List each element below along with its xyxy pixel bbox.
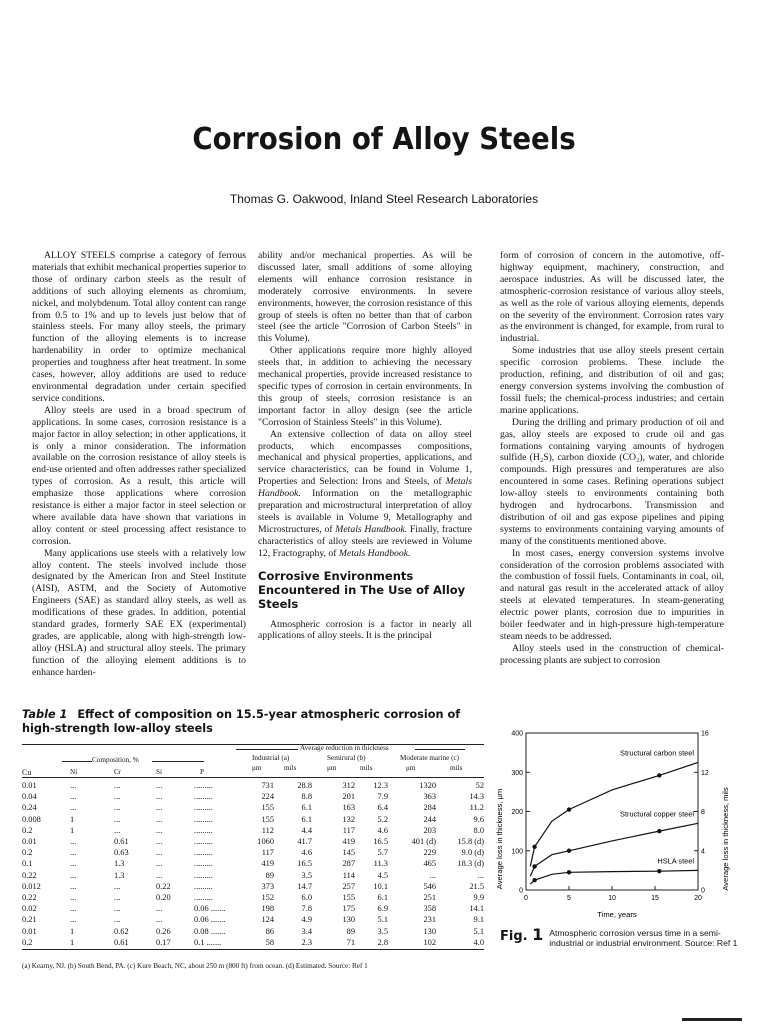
table-cell: ... xyxy=(477,870,484,880)
table-cell: 117 xyxy=(261,848,274,858)
header-cu: Cu xyxy=(22,768,32,777)
table-cell: 358 xyxy=(423,904,436,914)
table-cell: 175 xyxy=(342,904,355,914)
table-cell: 0.06 ....... xyxy=(194,904,226,914)
table-cell: 224 xyxy=(261,792,274,802)
table-cell: ... xyxy=(114,781,121,790)
header-si: Si xyxy=(156,768,162,776)
table-cell: 1.3 xyxy=(114,859,125,869)
table-row xyxy=(22,893,484,903)
table-cell: ... xyxy=(156,781,163,790)
text-run: Information on the metallographic preparation and microstructural interpretation of alloy steels is available in Volume 9, Metallography and Microstructures, of xyxy=(258,488,472,535)
header-rule xyxy=(152,761,204,762)
table-cell: ... xyxy=(156,814,163,824)
table-cell: 21.5 xyxy=(469,881,484,891)
table-cell: ... xyxy=(156,870,163,880)
table-cell: 546 xyxy=(423,881,436,891)
table-cell: 0.61 xyxy=(114,937,129,947)
table-top-rule xyxy=(22,744,484,745)
table-cell: 4.6 xyxy=(301,848,312,858)
table-cell: 4.5 xyxy=(377,870,388,880)
paragraph xyxy=(258,429,472,560)
table-cell: ... xyxy=(70,893,77,902)
table-cell: 203 xyxy=(423,825,436,835)
table-cell: ... xyxy=(156,837,163,846)
table-cell: 86 xyxy=(265,926,274,936)
table-cell: 1 xyxy=(70,825,75,835)
table-cell: 0.06 ....... xyxy=(194,915,226,925)
figure-caption xyxy=(500,925,740,948)
table-cell: 284 xyxy=(423,803,436,813)
table-cell: ... xyxy=(114,904,121,914)
table-row xyxy=(22,815,484,825)
table-cell: 3.5 xyxy=(301,870,312,880)
table-cell: 6.1 xyxy=(301,814,312,824)
header-um: μm xyxy=(327,764,337,772)
table-cell: 9.1 xyxy=(473,915,484,925)
x-tick-label: 10 xyxy=(608,895,616,902)
series-line xyxy=(530,823,698,876)
x-tick-label: 15 xyxy=(651,895,659,902)
series-line xyxy=(530,870,698,884)
y2-tick-label: 16 xyxy=(701,730,709,738)
table-cell: 1.3 xyxy=(114,870,125,880)
page-corner-rule xyxy=(682,1018,742,1021)
table-cell: 89 xyxy=(346,926,355,936)
corrosion-chart xyxy=(490,725,738,935)
table-cell: 0.01 xyxy=(22,781,37,790)
table-row xyxy=(22,848,484,858)
table-cell: 231 xyxy=(423,915,436,925)
table-cell: ... xyxy=(156,848,163,858)
table-cell: ......... xyxy=(194,837,213,846)
table-cell: 198 xyxy=(261,904,274,914)
table-cell: 11.3 xyxy=(373,859,388,869)
data-point xyxy=(657,869,661,873)
table-cell: 0.08 ....... xyxy=(194,926,226,936)
table-cell: 0.22 xyxy=(156,881,171,891)
table-cell: 419 xyxy=(342,837,355,846)
table-cell: ... xyxy=(70,870,77,880)
paragraph: form of corrosion of concern in the automotive, off-highway equipment, machinery, construction, and aerospace industries. As will be discussed later, the atmospheric-corrosion resistance of various alloy steels, as well as the role of various alloying elements, depends on the severity of the environment. Corrosion rates vary as the environment is changed, for example, from rural to industrial. xyxy=(500,250,724,345)
data-point xyxy=(567,807,571,811)
data-point xyxy=(657,829,661,833)
table-cell: 0.02 xyxy=(22,904,37,914)
table-row xyxy=(22,882,484,892)
table-cell: 5.2 xyxy=(377,814,388,824)
y-tick-label: 200 xyxy=(511,809,523,816)
table-cell: 71 xyxy=(346,937,355,947)
x-tick-label: 20 xyxy=(694,895,702,902)
table-cell: 14.1 xyxy=(469,904,484,914)
table-cell: 5.7 xyxy=(377,848,388,858)
table-cell: 9.9 xyxy=(473,893,484,902)
table-row xyxy=(22,938,484,948)
table-row xyxy=(22,859,484,869)
table-cell: ......... xyxy=(194,870,213,880)
table-bottom-rule xyxy=(22,949,484,950)
header-marine: Moderate marine (c) xyxy=(400,754,460,762)
table-cell: 132 xyxy=(342,814,355,824)
text-run: An extensive collection of data on alloy steel products, which encompasses compositions, mechanical and physical properties, applications, and service characteristics, can be found in Volume 1, Properties and Selection: Irons and Steels, of xyxy=(258,428,472,488)
table-row xyxy=(22,871,484,881)
table-cell: 9.6 xyxy=(473,814,484,824)
table-cell: 4.0 xyxy=(473,937,484,947)
article-byline: Thomas G. Oakwood, Inland Steel Research Laboratories xyxy=(229,192,539,206)
table-cell: 14.7 xyxy=(297,881,312,891)
table-cell: ......... xyxy=(194,881,213,891)
table-cell: 1 xyxy=(70,926,75,936)
table-cell: 2.3 xyxy=(301,937,312,947)
section-heading: Corrosive Environments Encountered in The Use of Alloy Steels xyxy=(258,568,466,611)
paragraph: Atmospheric corrosion is a factor in nearly all applications of alloy steels. It is the principal xyxy=(258,618,472,642)
table-cell: 6.9 xyxy=(377,904,388,914)
table-cell: 155 xyxy=(342,893,355,902)
table-cell: 58 xyxy=(265,937,274,947)
y2-tick-label: 4 xyxy=(701,848,705,856)
table-cell: ... xyxy=(156,904,163,914)
table-cell: 201 xyxy=(342,792,355,802)
data-point xyxy=(532,845,536,849)
table-cell: 102 xyxy=(423,937,436,947)
data-point xyxy=(532,878,536,882)
table-cell: 312 xyxy=(342,781,355,790)
table-cell: ... xyxy=(70,859,77,869)
body-column-1 xyxy=(32,250,246,679)
table-cell: 0.21 xyxy=(22,915,37,925)
table-cell: ... xyxy=(114,792,121,802)
article-title: Corrosion of Alloy Steels xyxy=(192,122,576,157)
table-cell: 41.7 xyxy=(297,837,312,846)
table-cell: ... xyxy=(70,837,77,846)
table-cell: 0.012 xyxy=(22,881,41,891)
table-cell: ... xyxy=(70,803,77,813)
table-cell: ......... xyxy=(194,825,213,835)
table-cell: 6.1 xyxy=(301,803,312,813)
table-cell: ... xyxy=(114,825,121,835)
table-cell: 8.0 xyxy=(473,825,484,835)
table-cell: 244 xyxy=(423,814,436,824)
table-cell: 3.4 xyxy=(301,926,312,936)
table-cell: ... xyxy=(156,859,163,869)
table-cell: 0.61 xyxy=(114,837,129,846)
table-cell: 419 xyxy=(261,859,274,869)
table-caption xyxy=(22,708,472,736)
table-cell: 112 xyxy=(261,825,274,835)
paragraph: In most cases, energy conversion systems involve consideration of the corrosion problems associated with the combustion of fossil fuels. Contaminants in coal, oil, and natural gas result in the accelerated attack of alloy steels at elevated temperatures. In steam-generating electric power plants, corrosion due to impurities in boiler feedwater and in high-pressure high-temperature steam needs to be addressed. xyxy=(500,547,724,642)
table-cell: 0.04 xyxy=(22,792,37,802)
series-label: HSLA steel xyxy=(657,856,694,866)
series-label: Structural copper steel xyxy=(620,809,694,819)
table-cell: ... xyxy=(114,814,121,824)
table-cell: ... xyxy=(70,848,77,858)
table-cell: 2.8 xyxy=(377,937,388,947)
table-cell: 14.3 xyxy=(469,792,484,802)
y-tick-label: 0 xyxy=(519,887,523,895)
table-cell: 0.1 xyxy=(22,859,33,869)
table-cell: 4.6 xyxy=(377,825,388,835)
table-cell: ......... xyxy=(194,859,213,869)
table-cell: 130 xyxy=(423,926,436,936)
table-row xyxy=(22,781,484,791)
table-cell: 1320 xyxy=(419,781,436,790)
table-cell: ......... xyxy=(194,814,213,824)
table-row xyxy=(22,915,484,925)
data-point xyxy=(567,849,571,853)
table-cell: 130 xyxy=(342,915,355,925)
header-mils: mils xyxy=(450,764,463,772)
header-um: μm xyxy=(406,764,416,772)
table-cell: ... xyxy=(70,915,77,925)
table-cell: 155 xyxy=(261,814,274,824)
table-footnote: (a) Kearny, NJ. (b) South Bend, PA. (c) Kure Beach, NC, about 250 m (800 ft) from ocean. (d) Estimated. Source: Ref 1 xyxy=(22,962,368,970)
table-cell: ... xyxy=(114,915,121,925)
header-industrial: Industrial (a) xyxy=(252,754,290,762)
paragraph: Alloy steels are used in a broad spectrum of applications. In some cases, corrosion resistance is a major factor in alloy selection; in other applications, it is only a minor consideration. The information available on the corrosion resistance of alloy steels is end-use oriented and often addresses rather specialized types of corrosion. As a result, this article will emphasize those applications where corrosion resistance is either a major factor in steel selection or where available data have shown that variations in alloy content or steel processing affect resistance to corrosion. xyxy=(32,404,246,547)
table-cell: 0.01 xyxy=(22,926,37,936)
table-cell: ... xyxy=(156,792,163,802)
y-tick-label: 100 xyxy=(511,848,523,856)
table-cell: 117 xyxy=(342,825,355,835)
table-cell: 0.22 xyxy=(22,870,37,880)
table-cell: ... xyxy=(70,881,77,891)
figure-caption-text: Atmospheric corrosion versus time in a semi-industrial or industrial environment. Source: Ref 1 xyxy=(549,928,738,948)
table-cell: 5.1 xyxy=(377,915,388,925)
book-reference: Metals Handbook. xyxy=(335,523,408,535)
data-point xyxy=(657,773,661,777)
table-cell: ... xyxy=(156,803,163,813)
chart-ylabel-left: Average loss in thickness, μm xyxy=(495,788,504,890)
table-cell: ......... xyxy=(194,893,213,902)
table-cell: 155 xyxy=(261,803,274,813)
table-cell: 10.1 xyxy=(373,881,388,891)
table-cell: 257 xyxy=(342,881,355,891)
table-cell: ... xyxy=(114,803,121,813)
table-cell: 52 xyxy=(475,781,484,790)
table-cell: ... xyxy=(156,915,163,925)
table-cell: 0.22 xyxy=(22,893,37,902)
paragraph: ALLOY STEELS comprise a category of ferrous materials that exhibit mechanical properties superior to those of ordinary carbon steels as the result of additions of such alloying elements as chromium, nickel, and molybdenum. Total alloy content can range from 0.5 to 1% and up to levels just below that of stainless steels. For many alloy steels, the primary function of the alloying elements is to increase hardenability in order to optimize mechanical properties and toughness after heat treatment. In some cases, however, alloy additions are used to reduce environmental degradation under certain specified service conditions. xyxy=(32,250,246,404)
y2-tick-label: 8 xyxy=(701,809,705,816)
table-cell: 152 xyxy=(261,893,274,902)
paragraph: Many applications use steels with a relatively low alloy content. The steels involved include those designated by the American Iron and Steel Institute (AISI), ASTM, and the Society of Automotive Engineers (SAE) as standard alloy steels, as well as modifications of these grades. In addition, potential standard grades, formerly SAE EX (experimental) grades, are applicable, along with high-strength low-alloy (HSLA) and structural alloy steels. The primary function of the alloying element additions is to enhance harden- xyxy=(32,547,246,678)
table-cell: 363 xyxy=(423,792,436,802)
paragraph: ability and/or mechanical properties. As will be discussed later, small additions of some alloying elements will enhance corrosion resistance in moderately corrosive environments. In severe environments, however, the corrosion resistance of this group of steels is often no better than that of carbon steel (see the article "Corrosion of Carbon Steels" in this Volume). xyxy=(258,250,472,345)
table-row xyxy=(22,803,484,813)
header-rule xyxy=(415,749,465,750)
table-cell: 5.1 xyxy=(473,926,484,936)
table-cell: 287 xyxy=(342,859,355,869)
table-cell: 6.4 xyxy=(377,803,388,813)
table-row xyxy=(22,904,484,914)
body-column-3 xyxy=(500,250,724,667)
table-cell: 28.8 xyxy=(297,781,312,790)
y-tick-label: 400 xyxy=(511,730,523,738)
x-tick-label: 0 xyxy=(524,895,528,902)
header-mils: mils xyxy=(284,764,297,772)
y2-tick-label: 12 xyxy=(701,769,709,777)
table-cell: 251 xyxy=(423,893,436,902)
table-cell: 15.8 (d) xyxy=(457,837,484,846)
table-cell: ... xyxy=(70,904,77,914)
figure-label-text: Fig. xyxy=(500,929,528,944)
header-bottom-rule xyxy=(22,777,484,778)
table-cell: 0.62 xyxy=(114,926,129,936)
table-cell: 6.1 xyxy=(377,893,388,902)
series-label: Structural carbon steel xyxy=(620,748,694,758)
y-tick-label: 300 xyxy=(511,769,523,777)
table-cell: 1 xyxy=(70,937,75,947)
table-cell: 8.8 xyxy=(301,792,312,802)
table-cell: 0.2 xyxy=(22,848,33,858)
table-cell: 4.9 xyxy=(301,915,312,925)
paragraph: Some industries that use alloy steels present certain specific corrosion problems. These include the production, refining, and distribution of oil and gas; energy conversion systems involving the combustion of fossil fuels; the chemical-process industries; and certain marine applications. xyxy=(500,345,724,416)
table-cell: 3.5 xyxy=(377,926,388,936)
table-cell: ... xyxy=(429,870,436,880)
table-cell: 0.01 xyxy=(22,837,37,846)
table-cell: 0.26 xyxy=(156,926,171,936)
table-cell: 0.17 xyxy=(156,937,171,947)
table-cell: 7.9 xyxy=(377,792,388,802)
table-cell: 229 xyxy=(423,848,436,858)
table-cell: ... xyxy=(70,792,77,802)
header-rule xyxy=(62,761,92,762)
table-cell: ... xyxy=(114,881,121,891)
paragraph: Alloy steels used in the construction of chemical-processing plants are subject to corrosion xyxy=(500,642,724,666)
table-cell: 163 xyxy=(342,803,355,813)
text-run: Finally, fracture characteristics of alloy steels are reviewed in Volume 12, Fractography, of xyxy=(258,523,472,559)
header-composition: Composition, % xyxy=(92,756,139,764)
table-cell: 11.2 xyxy=(469,803,484,813)
header-ni: Ni xyxy=(70,768,78,776)
table-cell: 124 xyxy=(261,915,274,925)
header-mils: mils xyxy=(360,764,373,772)
table-cell: ......... xyxy=(194,781,213,790)
table-cell: 1 xyxy=(70,814,75,824)
table-cell: 0.2 xyxy=(22,937,33,947)
table-cell: 0.008 xyxy=(22,814,41,824)
y2-tick-label: 0 xyxy=(701,887,705,895)
body-column-2 xyxy=(258,250,472,642)
data-point xyxy=(567,870,571,874)
table-cell: 373 xyxy=(261,881,274,891)
header-reduction: Average reduction in thickness xyxy=(300,744,389,752)
table-row xyxy=(22,826,484,836)
table-cell: 401 (d) xyxy=(411,837,436,846)
table-row xyxy=(22,792,484,802)
table-cell: 0.63 xyxy=(114,848,129,858)
table-cell: 9.0 (d) xyxy=(461,848,484,858)
table-cell: 4.4 xyxy=(301,825,312,835)
table-row xyxy=(22,927,484,937)
table-cell: 114 xyxy=(342,870,355,880)
header-semirural: Semirural (b) xyxy=(327,754,366,762)
data-point xyxy=(532,864,536,868)
table-cell: ... xyxy=(156,825,163,835)
paragraph: During the drilling and primary production of oil and gas, alloy steels are exposed to crude oil and gas formations containing varying amounts of hydrogen sulfide (H₂S), carbon dioxide (CO₂), water, and chloride compounds. High pressures and temperatures are also encountered in some cases. Refining operations subject low-alloy steels to environments containing both hydrogen and hydrocarbons. Transmission and distribution of oil and gas expose pipelines and piping systems to environments containing varying amounts of many of the constituents mentioned above. xyxy=(500,416,724,547)
paragraph: Other applications require more highly alloyed steels that, in addition to achieving the necessary mechanical properties, provide increased resistance to specific types of corrosion in certain environments. In this group of steels, corrosion resistance is an important factor in alloy design (see the article "Corrosion of Stainless Steels" in this Volume). xyxy=(258,345,472,428)
figure-number: 1 xyxy=(532,925,544,944)
table-cell: ... xyxy=(114,893,121,902)
header-um: μm xyxy=(252,764,262,772)
chart-xlabel: Time, years xyxy=(597,910,637,919)
table-cell: 145 xyxy=(342,848,355,858)
table-cell: 18.3 (d) xyxy=(457,859,484,869)
table-cell: 1060 xyxy=(257,837,274,846)
table-cell: 6.0 xyxy=(301,893,312,902)
table-row xyxy=(22,837,484,847)
figure-label xyxy=(500,925,544,944)
table-label: Table 1 xyxy=(22,708,68,721)
table-cell: 16.5 xyxy=(373,837,388,846)
table-cell: 16.5 xyxy=(297,859,312,869)
table-cell: 465 xyxy=(423,859,436,869)
chart-ylabel-right: Average loss in thickness, mils xyxy=(721,787,730,891)
table-cell: ... xyxy=(70,781,77,790)
table-cell: 731 xyxy=(261,781,274,790)
table-title: Effect of composition on 15.5-year atmospheric corrosion of high-strength low-alloy steels xyxy=(22,708,461,735)
header-cr: Cr xyxy=(114,768,122,776)
table-cell: 0.20 xyxy=(156,893,171,902)
table-cell: 89 xyxy=(265,870,274,880)
book-reference: Metals Handbook. xyxy=(338,547,411,559)
table-cell: 0.2 xyxy=(22,825,33,835)
table-cell: ......... xyxy=(194,792,213,802)
composition-table xyxy=(22,744,484,954)
table-cell: 7.8 xyxy=(301,904,312,914)
header-p: P xyxy=(200,768,204,776)
table-cell: 0.24 xyxy=(22,803,37,813)
header-rule xyxy=(236,749,298,750)
table-cell: ......... xyxy=(194,848,213,858)
x-tick-label: 5 xyxy=(567,895,571,902)
table-cell: ......... xyxy=(194,803,213,813)
table-cell: 0.1 ....... xyxy=(194,937,222,947)
table-cell: 12.3 xyxy=(373,781,388,790)
book-reference: Metals Handbook. xyxy=(258,476,472,500)
